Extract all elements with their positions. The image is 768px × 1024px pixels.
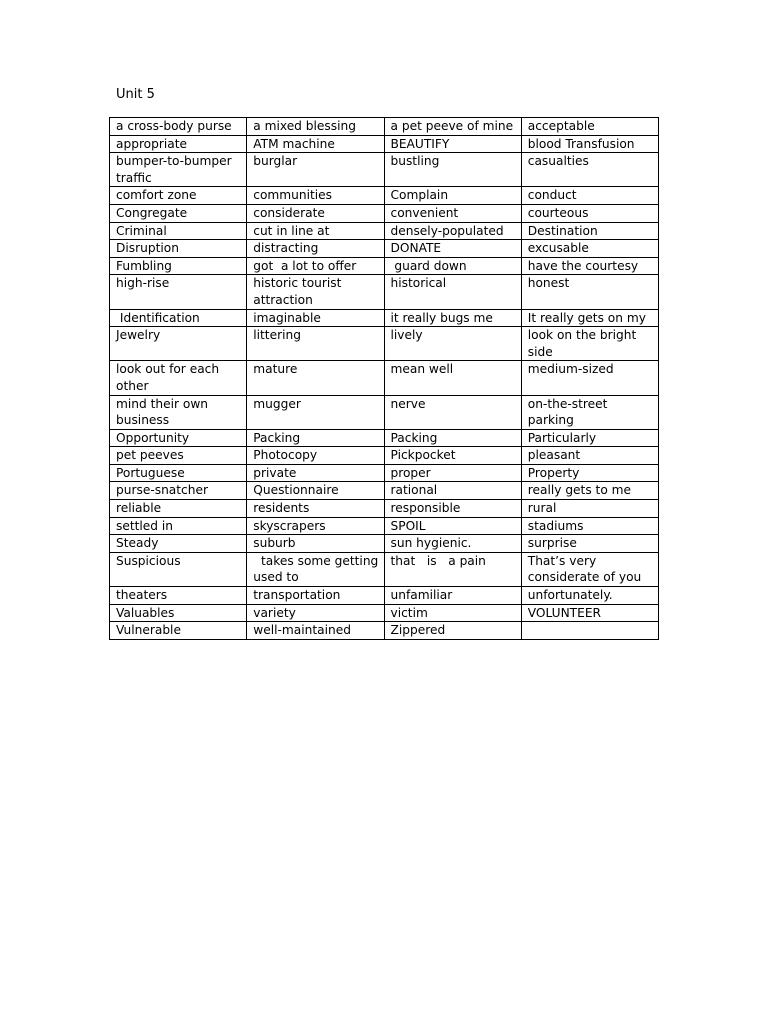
table-cell: historical xyxy=(384,275,521,309)
table-cell: variety xyxy=(247,604,384,622)
table-row xyxy=(110,622,659,640)
table-cell: Complain xyxy=(384,187,521,205)
table-cell: mean well xyxy=(384,361,521,395)
table-cell: rational xyxy=(384,482,521,500)
table-cell: unfortunately. xyxy=(521,587,658,605)
table-row xyxy=(110,535,659,553)
table-cell: imaginable xyxy=(247,309,384,327)
table-cell: that is a pain xyxy=(384,552,521,586)
table-cell: communities xyxy=(247,187,384,205)
table-cell: Pickpocket xyxy=(384,447,521,465)
table-cell: bumper-to-bumper traffic xyxy=(110,153,247,187)
table-row xyxy=(110,429,659,447)
table-cell: Photocopy xyxy=(247,447,384,465)
table-cell: That’s very considerate of you xyxy=(521,552,658,586)
table-row xyxy=(110,517,659,535)
table-row xyxy=(110,327,659,361)
table-cell: Zippered xyxy=(384,622,521,640)
table-row xyxy=(110,482,659,500)
table-cell: BEAUTIFY xyxy=(384,135,521,153)
table-row xyxy=(110,275,659,309)
table-cell: private xyxy=(247,464,384,482)
table-cell: high-rise xyxy=(110,275,247,309)
table-cell: Steady xyxy=(110,535,247,553)
table-cell: have the courtesy xyxy=(521,257,658,275)
table-cell: skyscrapers xyxy=(247,517,384,535)
table-cell: a pet peeve of mine xyxy=(384,118,521,136)
table-cell: look out for each other xyxy=(110,361,247,395)
table-cell: excusable xyxy=(521,240,658,258)
table-cell: Jewelry xyxy=(110,327,247,361)
table-cell: Congregate xyxy=(110,204,247,222)
table-cell: Suspicious xyxy=(110,552,247,586)
table-cell: settled in xyxy=(110,517,247,535)
table-cell: Questionnaire xyxy=(247,482,384,500)
table-cell: blood Transfusion xyxy=(521,135,658,153)
table-cell: acceptable xyxy=(521,118,658,136)
table-cell: on-the-street parking xyxy=(521,395,658,429)
table-cell: appropriate xyxy=(110,135,247,153)
table-cell: casualties xyxy=(521,153,658,187)
table-cell: distracting xyxy=(247,240,384,258)
table-cell: littering xyxy=(247,327,384,361)
table-cell: ATM machine xyxy=(247,135,384,153)
table-row xyxy=(110,552,659,586)
table-row xyxy=(110,204,659,222)
table-row xyxy=(110,447,659,465)
table-cell: SPOIL xyxy=(384,517,521,535)
table-cell: courteous xyxy=(521,204,658,222)
table-cell: a cross-body purse xyxy=(110,118,247,136)
table-cell: Packing xyxy=(247,429,384,447)
table-cell: Vulnerable xyxy=(110,622,247,640)
table-cell: Disruption xyxy=(110,240,247,258)
table-cell: takes some getting used to xyxy=(247,552,384,586)
table-cell: responsible xyxy=(384,500,521,518)
table-cell: victim xyxy=(384,604,521,622)
table-cell: proper xyxy=(384,464,521,482)
table-row xyxy=(110,309,659,327)
table-cell: It really gets on my xyxy=(521,309,658,327)
table-row xyxy=(110,604,659,622)
table-cell: theaters xyxy=(110,587,247,605)
table-cell: purse-snatcher xyxy=(110,482,247,500)
table-row xyxy=(110,240,659,258)
table-cell: historic tourist attraction xyxy=(247,275,384,309)
table-cell: mind their own business xyxy=(110,395,247,429)
table-cell: convenient xyxy=(384,204,521,222)
table-cell: nerve xyxy=(384,395,521,429)
table-cell: well-maintained xyxy=(247,622,384,640)
table-cell: DONATE xyxy=(384,240,521,258)
table-cell: cut in line at xyxy=(247,222,384,240)
vocabulary-table xyxy=(109,117,659,640)
table-cell: mugger xyxy=(247,395,384,429)
table-cell: lively xyxy=(384,327,521,361)
table-row xyxy=(110,257,659,275)
table-cell: pleasant xyxy=(521,447,658,465)
table-cell: stadiums xyxy=(521,517,658,535)
table-cell: suburb xyxy=(247,535,384,553)
table-cell: reliable xyxy=(110,500,247,518)
table-cell: bustling xyxy=(384,153,521,187)
table-cell: unfamiliar xyxy=(384,587,521,605)
table-row xyxy=(110,118,659,136)
table-cell: Property xyxy=(521,464,658,482)
table-cell: look on the bright side xyxy=(521,327,658,361)
table-cell: residents xyxy=(247,500,384,518)
table-cell: comfort zone xyxy=(110,187,247,205)
table-cell: got a lot to offer xyxy=(247,257,384,275)
table-cell: Portuguese xyxy=(110,464,247,482)
table-row xyxy=(110,187,659,205)
table-cell: rural xyxy=(521,500,658,518)
table-row xyxy=(110,395,659,429)
table-row xyxy=(110,361,659,395)
table-cell: pet peeves xyxy=(110,447,247,465)
table-cell: Destination xyxy=(521,222,658,240)
table-cell: guard down xyxy=(384,257,521,275)
table-row xyxy=(110,587,659,605)
table-cell: surprise xyxy=(521,535,658,553)
table-row xyxy=(110,135,659,153)
table-row xyxy=(110,222,659,240)
table-row xyxy=(110,464,659,482)
table-row xyxy=(110,500,659,518)
table-cell: Packing xyxy=(384,429,521,447)
table-cell: burglar xyxy=(247,153,384,187)
table-cell: medium-sized xyxy=(521,361,658,395)
table-cell: Opportunity xyxy=(110,429,247,447)
table-cell: Valuables xyxy=(110,604,247,622)
table-cell xyxy=(521,622,658,640)
table-cell: Fumbling xyxy=(110,257,247,275)
table-cell: transportation xyxy=(247,587,384,605)
table-cell: it really bugs me xyxy=(384,309,521,327)
table-cell: densely-populated xyxy=(384,222,521,240)
table-cell: Criminal xyxy=(110,222,247,240)
table-cell: really gets to me xyxy=(521,482,658,500)
vocabulary-table-body xyxy=(110,118,659,640)
table-cell: VOLUNTEER xyxy=(521,604,658,622)
table-cell: honest xyxy=(521,275,658,309)
table-cell: Particularly xyxy=(521,429,658,447)
table-cell: sun hygienic. xyxy=(384,535,521,553)
table-cell: mature xyxy=(247,361,384,395)
table-row xyxy=(110,153,659,187)
table-cell: considerate xyxy=(247,204,384,222)
page-title: Unit 5 xyxy=(116,87,155,102)
table-cell: a mixed blessing xyxy=(247,118,384,136)
table-cell: conduct xyxy=(521,187,658,205)
table-cell: Identification xyxy=(110,309,247,327)
